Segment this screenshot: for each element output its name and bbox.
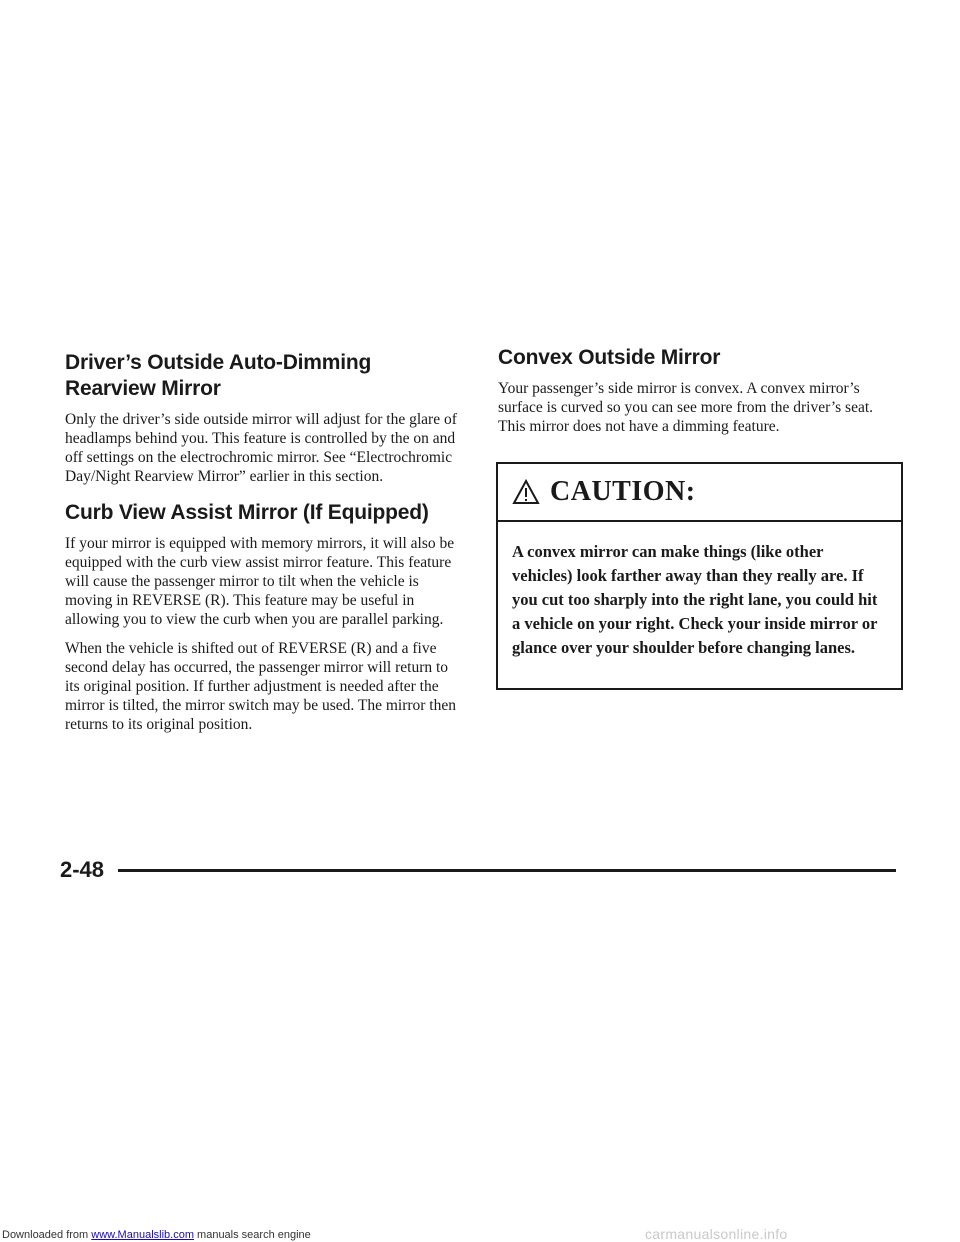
caution-header xyxy=(498,464,901,522)
section-title-auto-dimming xyxy=(65,350,465,402)
auto-dimming-paragraph: Only the driver’s side outside mirror will adjust for the glare of headlamps behind you. This feature is controlled by the on and off settings on the electrochromic mirror. See “Electrochromic Day/Night Rearview Mirror” earlier in this section. xyxy=(65,411,457,485)
section-title-convex-mirror: Convex Outside Mirror xyxy=(498,346,721,369)
curb-view-paragraph-1: If your mirror is equipped with memory mirrors, it will also be equipped with the curb view assist mirror feature. This feature will cause the passenger mirror to tilt when the vehicle is moving in REVERSE (R). This feature may be useful in allowing you to view the curb when you are parallel parking. xyxy=(65,535,455,628)
manualslib-link[interactable]: www.Manualslib.com xyxy=(91,1229,194,1241)
download-prefix: Downloaded from xyxy=(2,1229,92,1241)
right-column xyxy=(498,345,903,446)
caution-title: CAUTION: xyxy=(550,476,696,507)
download-suffix: manuals search engine xyxy=(193,1229,311,1241)
section-title-curb-view: Curb View Assist Mirror (If Equipped) xyxy=(65,501,429,524)
warning-triangle-icon xyxy=(512,479,540,505)
page-number: 2-48 xyxy=(60,857,105,882)
section-title-line2: Rearview Mirror xyxy=(65,377,221,400)
section-title-line1: Driver’s Outside Auto-Dimming xyxy=(65,351,372,374)
curb-view-paragraph-2: When the vehicle is shifted out of REVERSE (R) and a five second delay has occurred, the passenger mirror will return to its original position. If further adjustment is needed after the mirror is tilted, the mirror switch may be used. The mirror then returns to its original position. xyxy=(65,640,456,733)
caution-body: A convex mirror can make things (like other vehicles) look farther away than they really are. If you cut too sharply into the right lane, you could hit a vehicle on your right. Check your inside mirror or glance over your shoulder before changing lanes. xyxy=(512,542,878,657)
caution-box xyxy=(496,462,903,690)
convex-mirror-paragraph: Your passenger’s side mirror is convex. A convex mirror’s surface is curved so you can see more from the driver’s seat. This mirror does not have a dimming feature. xyxy=(498,380,874,435)
download-bar xyxy=(0,1228,960,1242)
left-column xyxy=(65,350,465,744)
footer-rule xyxy=(118,869,896,872)
watermark: carmanualsonline.info xyxy=(645,1226,788,1242)
